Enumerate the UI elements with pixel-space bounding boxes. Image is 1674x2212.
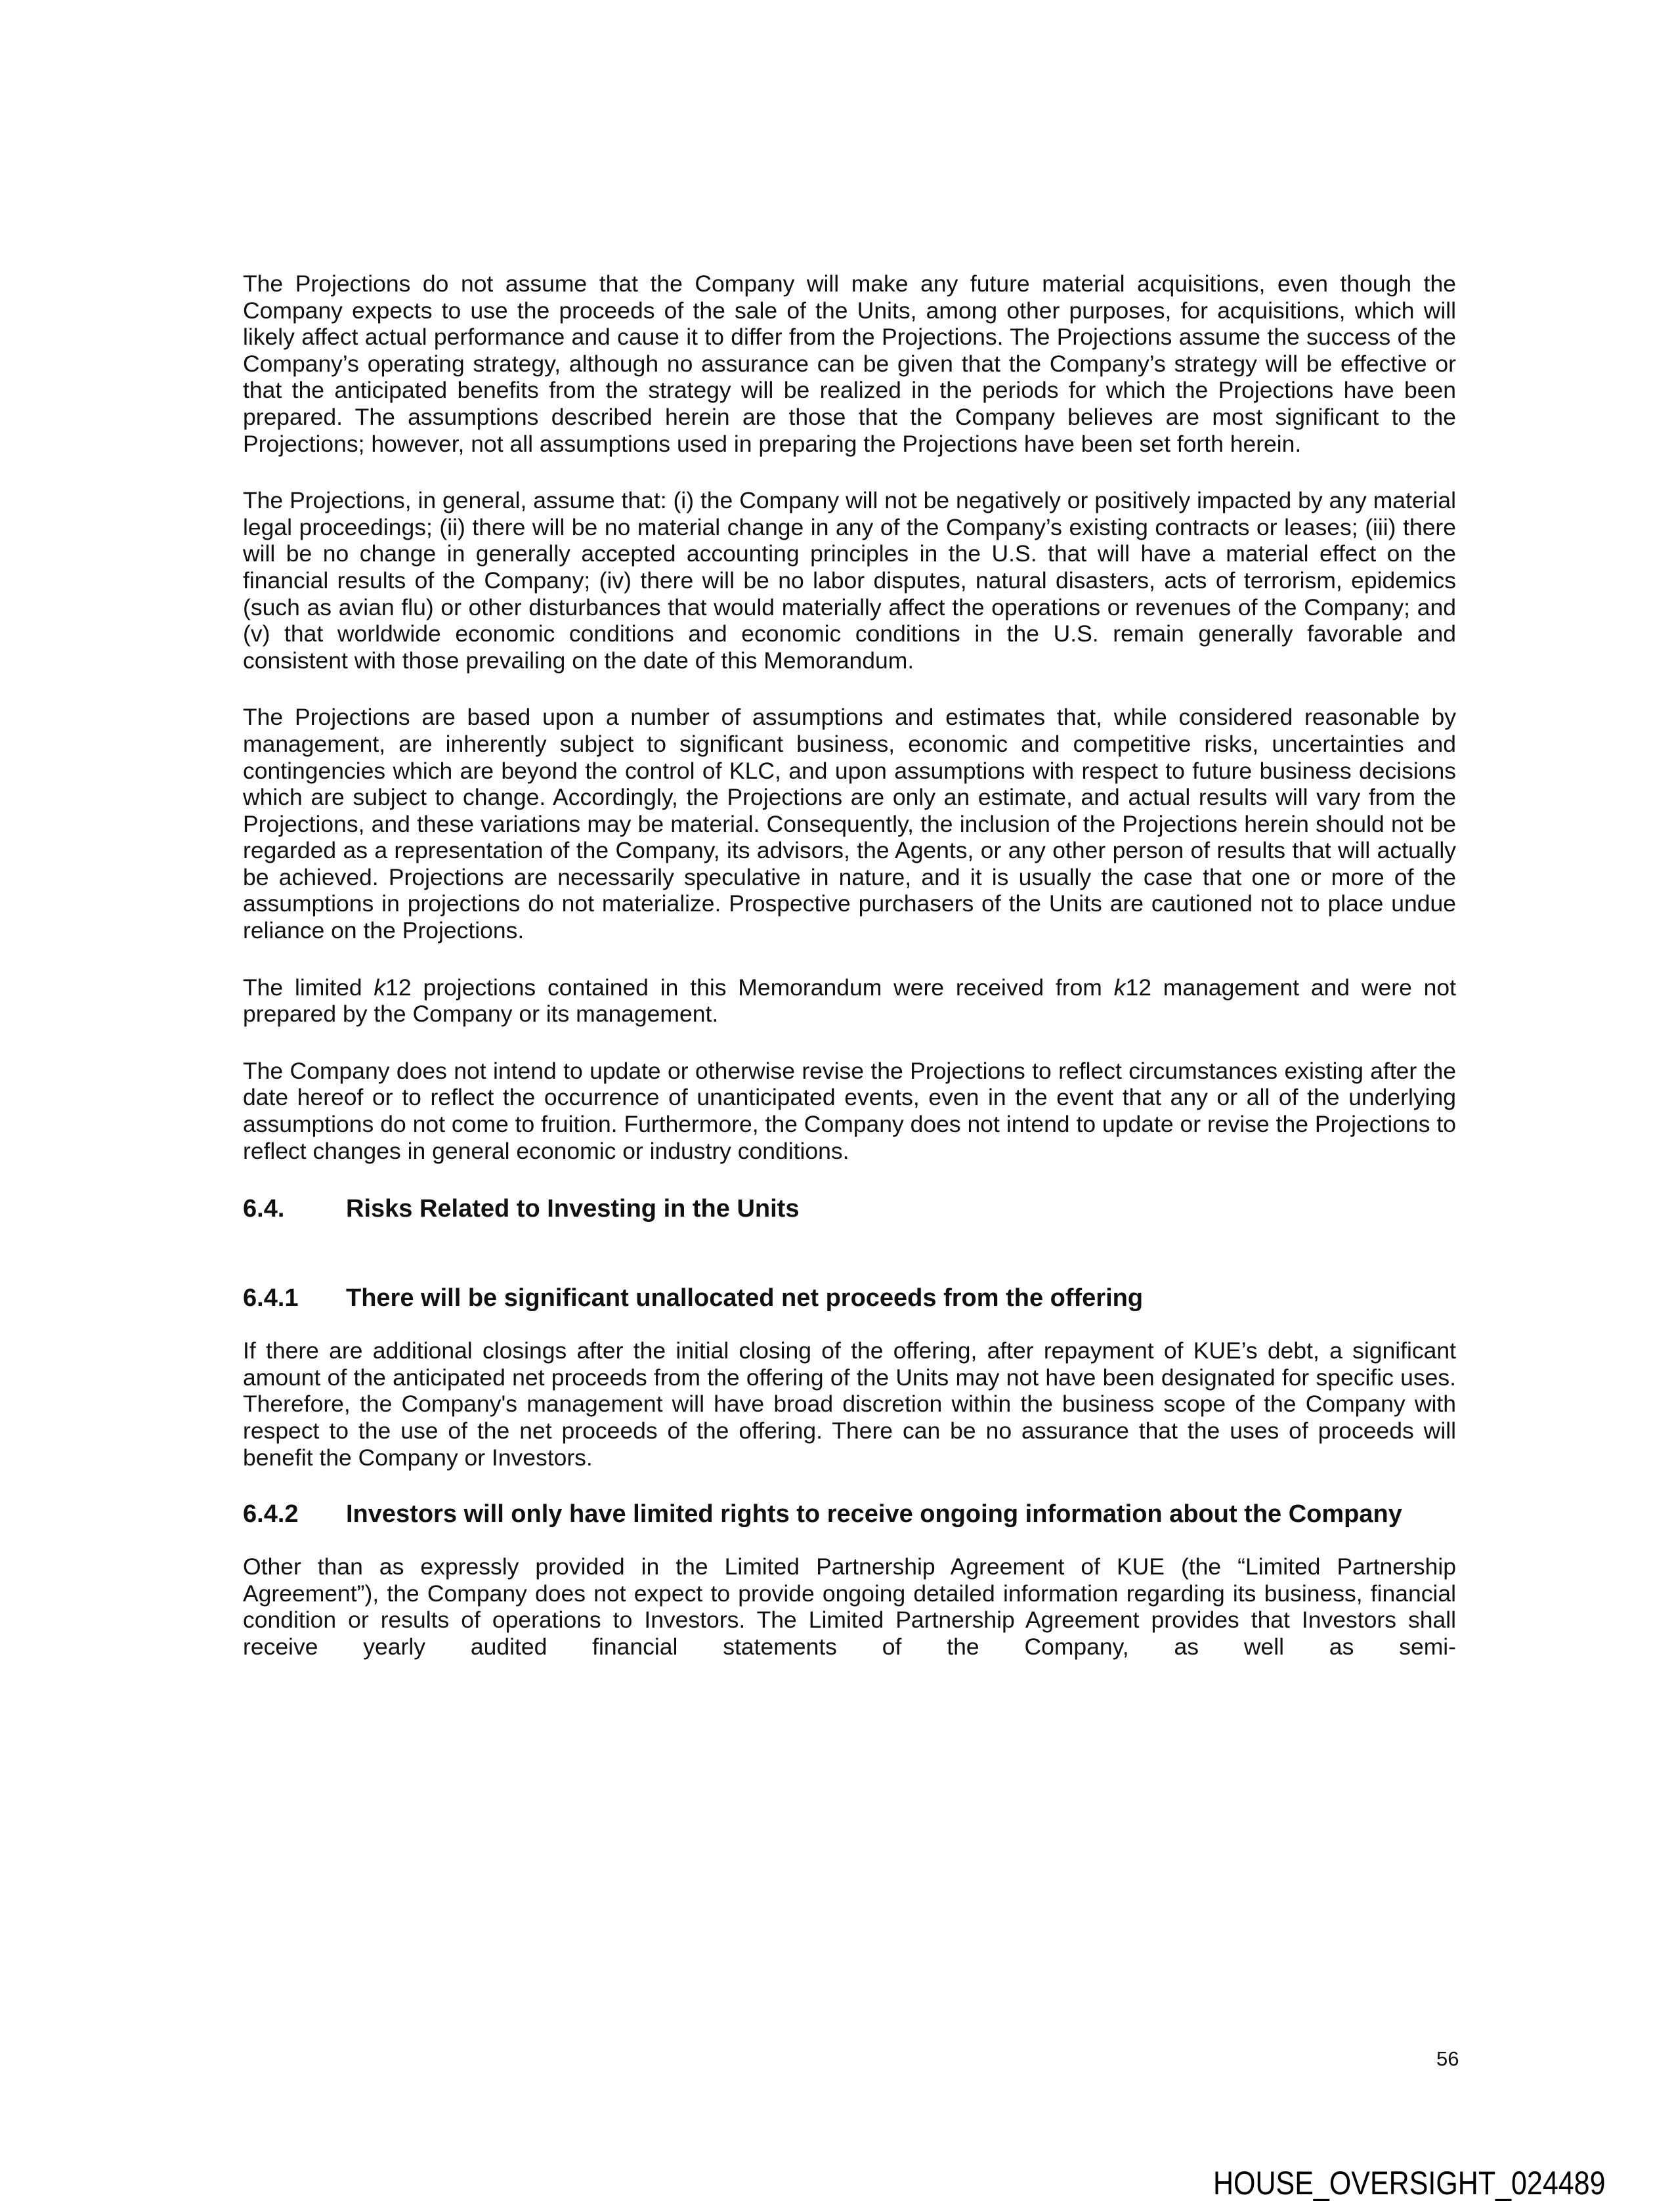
section-number: 6.4.2 <box>243 1500 299 1529</box>
body-column <box>243 271 1456 1691</box>
section-title: Risks Related to Investing in the Units <box>346 1195 800 1223</box>
k12-text-part1: The limited <box>243 974 374 1001</box>
paragraph-k12-projections <box>243 974 1456 1028</box>
paragraph-no-update: The Company does not intend to update or otherwise revise the Projections to reflect circumstances existing after the date hereof or to reflect the occurrence of unanticipated events, even in the event that any or all of the underlying assumptions do not come to fruition. Furthermore, the Company does not intend to update or revise the Projections to reflect changes in general economic or industry conditions. <box>243 1057 1456 1164</box>
section-heading-6-4-1 <box>243 1282 1456 1314</box>
bates-stamp: HOUSE_OVERSIGHT_024489 <box>1213 2165 1606 2201</box>
k12-text-part2: 12 projections contained in this Memorandum were received from <box>385 974 1114 1001</box>
page-number: 56 <box>1436 2047 1459 2070</box>
paragraph-general-assumptions: The Projections, in general, assume that: (i) the Company will not be negatively or positively impacted by any material legal proceedings; (ii) there will be no material change in any of the Company’s existing contracts or leases; (iii) there will be no change in generally accepted accounting principles in the U.S. that will have a material effect on the financial results of the Company; (iv) there will be no labor disputes, natural disasters, acts of terrorism, epidemics (such as avian flu) or other disturbances that would materially affect the operations or revenues of the Company; and (v) that worldwide economic conditions and economic conditions in the U.S. remain generally favorable and consistent with those prevailing on the date of this Memorandum. <box>243 487 1456 674</box>
k12-text-part3: 12 management and were not prepared by the Company or its management. <box>243 974 1456 1028</box>
paragraph-limited-information-rights: Other than as expressly provided in the Limited Partnership Agreement of KUE (the “Limited Partnership Agreement”), the Company does not expect to provide ongoing detailed information regarding its business, financial condition or results of operations to Investors. The Limited Partnership Agreement provides that Investors shall receive yearly audited financial statements of the Company, as well as semi- <box>243 1553 1456 1660</box>
k12-italic-k-1: k <box>374 974 386 1001</box>
section-heading-6-4 <box>243 1194 1456 1223</box>
section-number: 6.4. <box>243 1195 285 1223</box>
k12-italic-k-2: k <box>1113 974 1126 1001</box>
section-title: Investors will only have limited rights to receive ongoing information about the Company <box>346 1500 1402 1529</box>
section-title: There will be significant unallocated net proceeds from the offering <box>346 1284 1144 1312</box>
section-heading-6-4-2 <box>243 1498 1456 1530</box>
paragraph-unallocated-proceeds: If there are additional closings after the initial closing of the offering, after repayment of KUE’s debt, a significant amount of the anticipated net proceeds from the offering of the Units may not have been designated for specific uses. Therefore, the Company's management will have broad discretion within the business scope of the Company with respect to the use of the net proceeds of the offering. There can be no assurance that the uses of proceeds will benefit the Company or Investors. <box>243 1337 1456 1471</box>
paragraph-estimates-risks: The Projections are based upon a number of assumptions and estimates that, while considered reasonable by management, are inherently subject to significant business, economic and competitive risks, uncertainties and contingencies which are beyond the control of KLC, and upon assumptions with respect to future business decisions which are subject to change. Accordingly, the Projections are only an estimate, and actual results will vary from the Projections, and these variations may be material. Consequently, the inclusion of the Projections herein should not be regarded as a representation of the Company, its advisors, the Agents, or any other person of results that will actually be achieved. Projections are necessarily speculative in nature, and it is usually the case that one or more of the assumptions in projections do not materialize. Prospective purchasers of the Units are cautioned not to place undue reliance on the Projections. <box>243 704 1456 944</box>
paragraph-acquisitions-assumption: The Projections do not assume that the Company will make any future material acquisitions, even though the Company expects to use the proceeds of the sale of the Units, among other purposes, for acquisitions, which will likely affect actual performance and cause it to differ from the Projections. The Projections assume the success of the Company’s operating strategy, although no assurance can be given that the Company’s strategy will be effective or that the anticipated benefits from the strategy will be realized in the periods for which the Projections have been prepared. The assumptions described herein are those that the Company believes are most significant to the Projections; however, not all assumptions used in preparing the Projections have been set forth herein. <box>243 271 1456 457</box>
section-number: 6.4.1 <box>243 1284 299 1312</box>
